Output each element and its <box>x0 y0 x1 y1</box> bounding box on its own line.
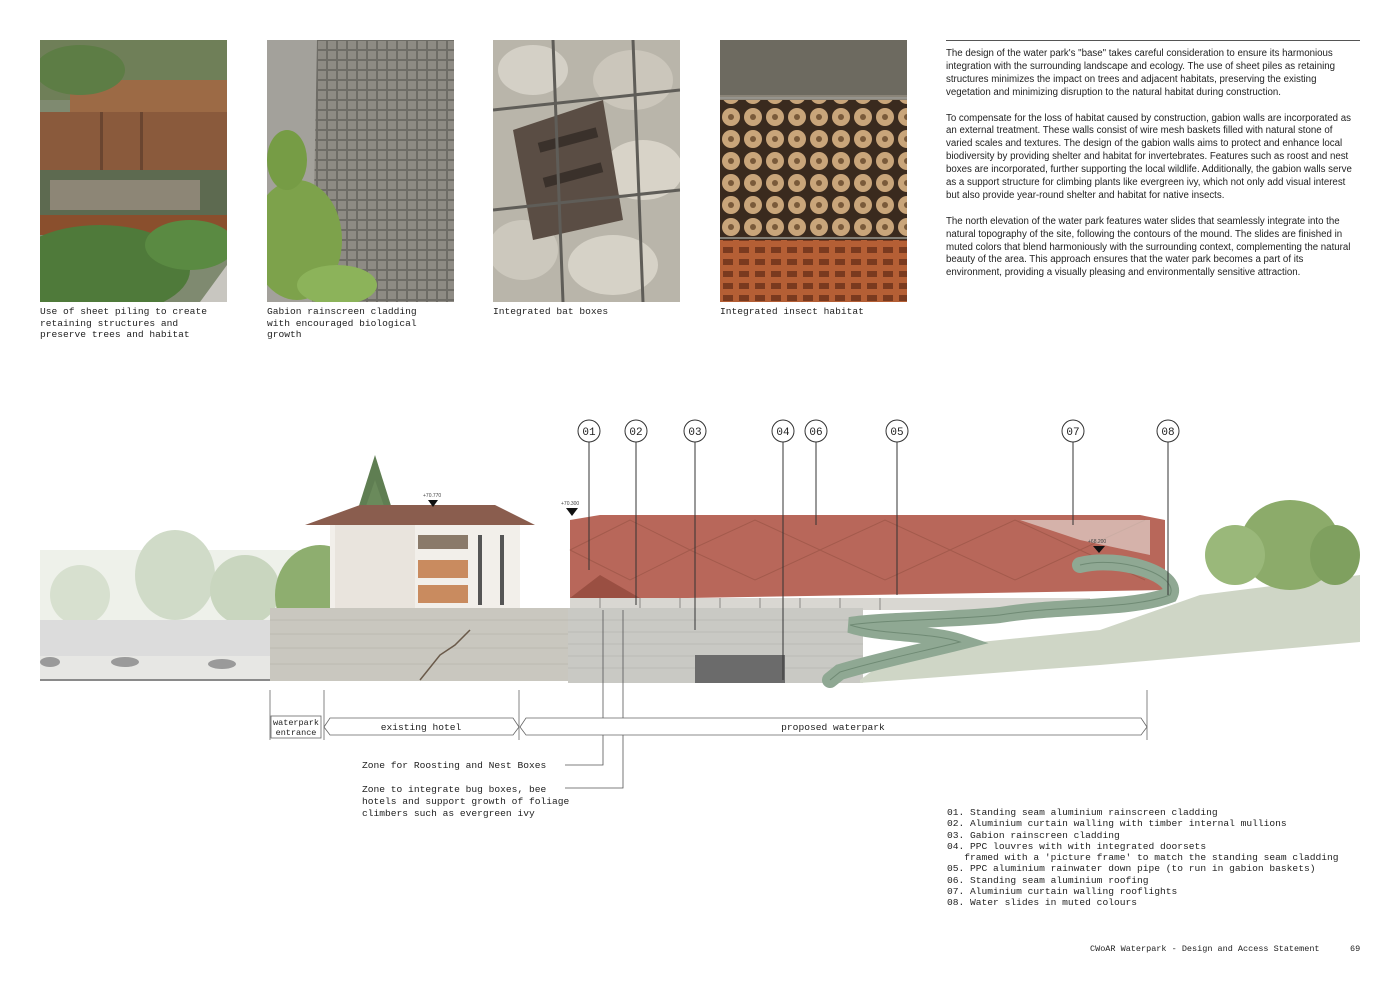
level-label: +68.200 <box>1088 539 1107 545</box>
svg-text:proposed waterpark: proposed waterpark <box>781 722 885 733</box>
legend-item: 03. Gabion rainscreen cladding <box>947 829 1120 841</box>
level-marker <box>566 508 578 516</box>
legend-item: framed with a 'picture frame' to match the standing seam cladding <box>947 852 1339 864</box>
photo-gabion-ivy <box>267 40 454 302</box>
annotation-roosting: Zone for Roosting and Nest Boxes <box>362 760 547 771</box>
annotation-bug-line: Zone to integrate bug boxes, bee <box>362 784 547 795</box>
footer-title: CWoAR Waterpark - Design and Access Statement <box>1090 944 1320 954</box>
svg-text:04: 04 <box>776 427 790 439</box>
annotation-bug-line: climbers such as evergreen ivy <box>362 808 535 819</box>
photo-insect-habitat <box>720 40 907 302</box>
legend-item: 06. Standing seam aluminium roofing <box>947 874 1149 886</box>
legend-item: 01. Standing seam aluminium rainscreen cladding <box>947 807 1218 818</box>
svg-text:06: 06 <box>809 427 823 439</box>
photo-sheet-piling <box>40 40 227 302</box>
legend-item: 04. PPC louvres with with integrated doorsets <box>947 840 1207 852</box>
intro-paragraph: The north elevation of the water park features water slides that seamlessly integrate into the natural topography of the site, following the contours of the mound. The slides are finished in muted colors that blend harmoniously with the surrounding context, complementing the natural beauty of the area. This approach ensures that the water park becomes a part of its environment, providing a visually pleasing and environmentally sensitive attraction. <box>946 215 1351 279</box>
intro-paragraph: To compensate for the loss of habitat caused by construction, gabion walls are incorporated as an external treatment. These walls consist of wire mesh baskets filled with natural stone of varied scales and textures. The design of the gabion walls aims to protect and enhance local biodiversity by providing shelter and habitat for invertebrates. Features such as roost and nest boxes are incorporated, further supporting the local wildlife. Additionally, the gabion walls serve as a support structure for climbing plants like evergreen ivy, which not only add visual interest but also provide year-round shelter and habitat for native insects. <box>946 112 1352 201</box>
photo-bat-boxes <box>493 40 680 302</box>
intro-paragraph: The design of the water park's "base" takes careful consideration to ensure its harmonious integration with the surrounding landscape and ecology. The use of sheet piles as retaining structures minimizes the impact on trees and adjacent habitats, preserving the existing vegetation and minimizing disruption to the natural habitat during construction. <box>946 48 1336 98</box>
legend-item: 05. PPC aluminium rainwater down pipe (to run in gabion baskets) <box>947 863 1316 875</box>
annotation-bug-line: hotels and support growth of foliage <box>362 796 570 807</box>
materials-legend <box>947 807 1377 909</box>
svg-text:03: 03 <box>688 427 702 439</box>
page-number: 69 <box>1350 944 1361 954</box>
legend-item: 02. Aluminium curtain walling with timber internal mullions <box>947 818 1287 830</box>
level-label: +70.770 <box>423 493 442 499</box>
photo-caption: Gabion rainscreen cladding with encouraged biological growth <box>267 306 417 341</box>
photo-caption: Use of sheet piling to create retaining structures and preserve trees and habitat <box>40 306 207 341</box>
intro-divider <box>946 40 1360 41</box>
svg-text:02: 02 <box>629 427 643 439</box>
intro-text <box>946 48 1360 293</box>
svg-text:05: 05 <box>890 427 904 439</box>
svg-text:08: 08 <box>1161 427 1175 439</box>
svg-text:existing hotel: existing hotel <box>380 722 462 733</box>
callout-07 <box>1062 420 1084 525</box>
level-label: +70.300 <box>561 501 580 507</box>
north-elevation <box>0 380 1400 820</box>
svg-text:01: 01 <box>582 427 596 439</box>
svg-text:07: 07 <box>1066 427 1080 439</box>
svg-text:waterpark: waterpark <box>273 718 319 728</box>
svg-text:entrance: entrance <box>275 728 317 738</box>
legend-item: 07. Aluminium curtain walling rooflights <box>947 886 1178 898</box>
photo-caption: Integrated bat boxes <box>493 306 609 317</box>
legend-item: 08. Water slides in muted colours <box>947 897 1137 909</box>
photo-caption: Integrated insect habitat <box>720 306 864 317</box>
callout-06 <box>805 420 827 525</box>
